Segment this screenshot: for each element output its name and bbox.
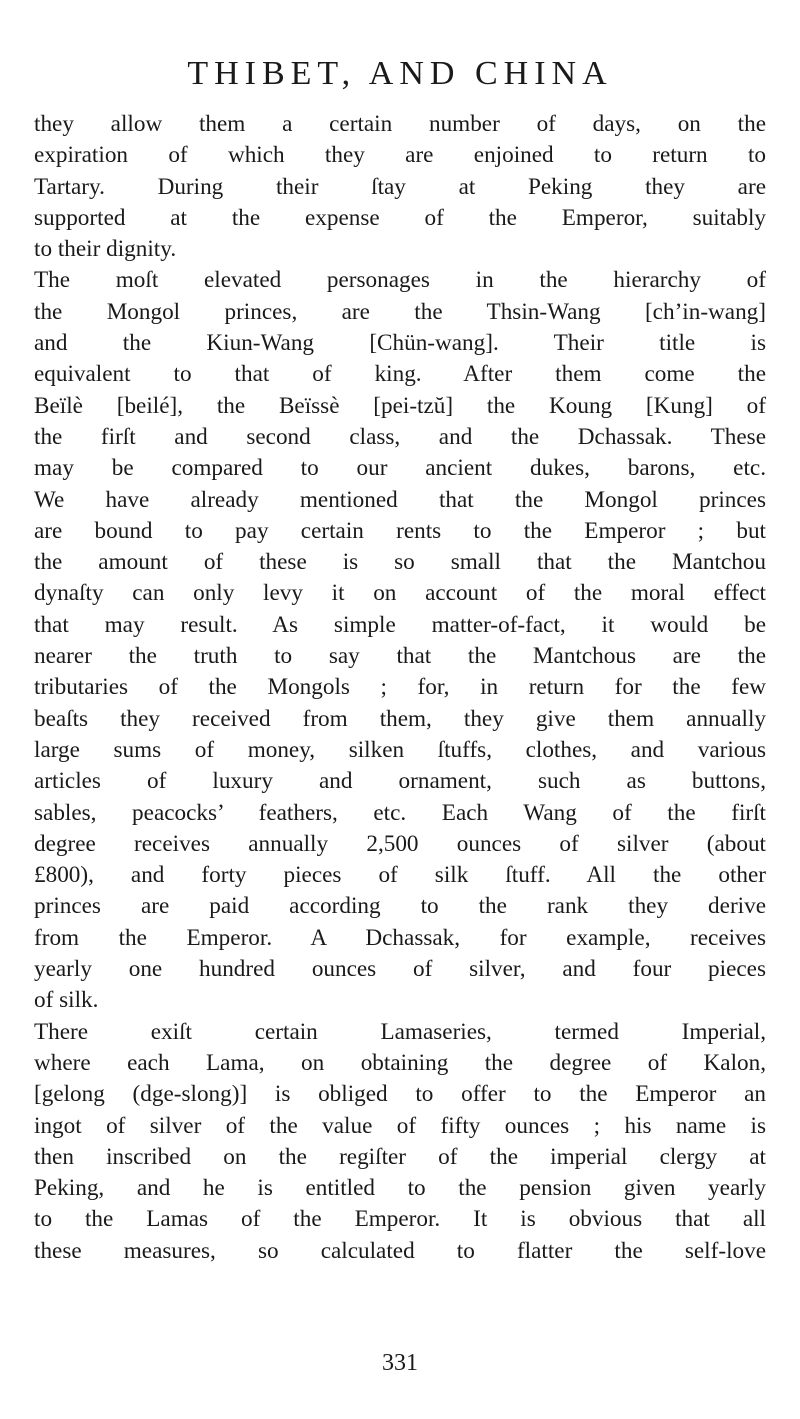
text-line: The moſt elevated personages in the hierarchy of [34, 267, 766, 294]
text-line: large sums of money, silken ſtuffs, clothes, and various [34, 736, 766, 763]
text-line: the amount of these is so small that the Mantchou [34, 549, 766, 576]
text-line: of silk. [34, 987, 99, 1014]
text-line: these measures, so calculated to flatter the self-love [34, 1237, 766, 1264]
text-line: they allow them a certain number of days, on the [34, 111, 766, 137]
text-line: supported at the expense of the Emperor, suitably [34, 204, 766, 231]
text-line: There exiſt certain Lamaseries, termed Imperial, [34, 1018, 766, 1045]
text-line: We have already mentioned that the Mongol princes [34, 486, 766, 513]
text-line: Tartary. During their ſtay at Peking they are [34, 173, 766, 200]
text-line: ingot of silver of the value of fifty ounces ; his name is [34, 1112, 766, 1139]
text-line: sables, peacocks’ feathers, etc. Each Wang of the firſt [34, 799, 766, 826]
text-line: may be compared to our ancient dukes, barons, etc. [34, 455, 766, 482]
text-line: tributaries of the Mongols ; for, in return for the few [34, 674, 766, 701]
text-line: then inscribed on the regiſter of the imperial clergy at [34, 1143, 766, 1170]
text-line: yearly one hundred ounces of silver, and four pieces [34, 956, 766, 983]
text-line: beaſts they received from them, they give them annually [34, 705, 766, 732]
text-line: to their dignity. [34, 236, 177, 263]
text-line: degree receives annually 2,500 ounces of silver (about [34, 830, 766, 857]
text-line: princes are paid according to the rank they derive [34, 893, 766, 920]
text-line: are bound to pay certain rents to the Emperor ; but [34, 517, 766, 544]
body-text [34, 109, 766, 1267]
text-line: to the Lamas of the Emperor. It is obvious that all [34, 1206, 766, 1233]
text-line: £800), and forty pieces of silk ſtuff. All the other [34, 862, 766, 889]
text-line: where each Lama, on obtaining the degree of Kalon, [34, 1049, 766, 1076]
text-line: and the Kiun-Wang [Chün-wang]. Their title is [34, 330, 766, 357]
text-line: [gelong (dge-slong)] is obliged to offer to the Emperor an [34, 1081, 766, 1108]
text-line: articles of luxury and ornament, such as buttons, [34, 768, 766, 795]
page-number: 331 [382, 1350, 418, 1376]
text-line: Peking, and he is entitled to the pension given yearly [34, 1175, 766, 1202]
text-line: Beïlè [beilé], the Beïssè [pei-tzŭ] the Koung [Kung] of [34, 392, 766, 419]
text-line: dynaſty can only levy it on account of the moral effect [34, 580, 766, 607]
text-line: that may result. As simple matter-of-fact, it would be [34, 611, 766, 638]
text-line: the firſt and second class, and the Dchassak. These [34, 423, 766, 450]
text-line: from the Emperor. A Dchassak, for example, receives [34, 924, 766, 951]
text-line: expiration of which they are enjoined to return to [34, 142, 766, 169]
running-head: THIBET, AND CHINA [187, 55, 613, 92]
text-line: the Mongol princes, are the Thsin-Wang [ch’in-wang] [34, 298, 766, 325]
text-line: equivalent to that of king. After them come the [34, 361, 766, 388]
text-line: nearer the truth to say that the Mantchous are the [34, 643, 766, 670]
